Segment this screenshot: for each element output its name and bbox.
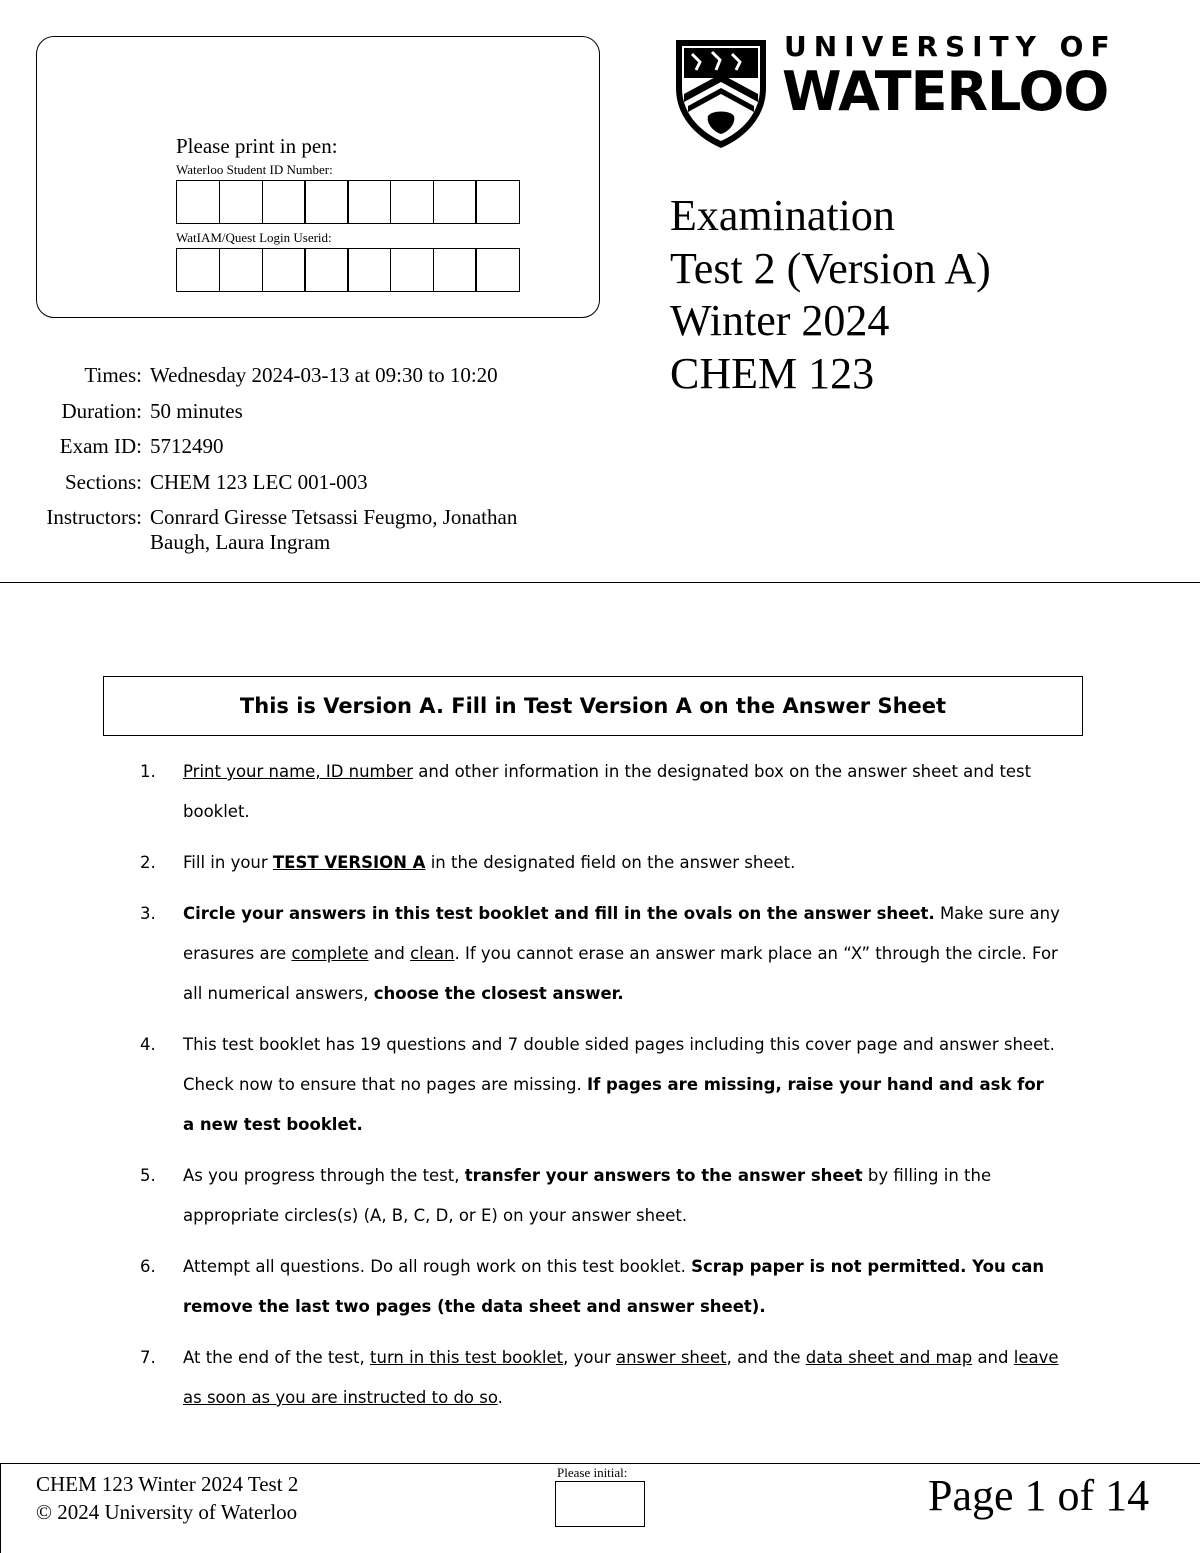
- info-value: CHEM 123 LEC 001-003: [150, 469, 368, 494]
- instruction-text: complete: [291, 944, 369, 963]
- instruction-text: Make sure any erasures are: [183, 904, 1060, 963]
- footer-copyright: © 2024 University of Waterloo: [36, 1500, 298, 1524]
- instruction-text: .: [497, 1388, 503, 1407]
- print-in-pen-label: Please print in pen:: [176, 134, 338, 158]
- initial-field[interactable]: [555, 1481, 645, 1527]
- instruction-number: 5.: [140, 1166, 156, 1185]
- instruction-text: This test booklet has 19 questions and 7 double sided pages including this cover page and answer sheet. Check now to ensure that no pages are missing.: [183, 1035, 1055, 1094]
- footer-course-info: [36, 1470, 298, 1526]
- instruction-item: [140, 1247, 1060, 1327]
- instruction-number: 7.: [140, 1348, 156, 1367]
- exam-title: [670, 190, 991, 400]
- userid-char-box[interactable]: [475, 248, 519, 292]
- info-row-exam-id: [0, 429, 570, 465]
- instruction-text: Print your name, ID number: [183, 762, 414, 781]
- exam-title-line: CHEM 123: [670, 348, 875, 398]
- info-row-duration: [0, 394, 570, 430]
- student-id-digit-box[interactable]: [347, 180, 391, 224]
- instruction-text: . If you cannot erase an answer mark place an “X” through the circle. For all numerical answers,: [183, 944, 1058, 1003]
- instruction-text: , your: [563, 1348, 616, 1367]
- info-key: Times:: [84, 363, 142, 387]
- instruction-text: As you progress through the test,: [183, 1166, 465, 1185]
- logo-waterloo: WATERLOO: [782, 60, 1109, 123]
- student-id-digit-box[interactable]: [219, 180, 263, 224]
- info-key: Exam ID:: [59, 434, 142, 458]
- student-id-field[interactable]: [176, 180, 518, 224]
- student-id-digit-box[interactable]: [475, 180, 519, 224]
- info-key: Instructors:: [46, 505, 142, 529]
- userid-char-box[interactable]: [390, 248, 434, 292]
- instruction-text: transfer your answers to the answer sheet: [464, 1166, 863, 1185]
- version-banner: This is Version A. Fill in Test Version A on the Answer Sheet: [103, 676, 1083, 736]
- info-value: Conrard Giresse Tetsassi Feugmo, Jonathan Baugh, Laura Ingram: [150, 505, 518, 554]
- instruction-text: clean: [410, 944, 455, 963]
- userid-char-box[interactable]: [347, 248, 391, 292]
- instruction-text: leave as soon as you are instructed to do so: [183, 1348, 1059, 1407]
- student-id-digit-box[interactable]: [262, 180, 306, 224]
- info-value: 50 minutes: [150, 398, 243, 423]
- instruction-number: 3.: [140, 904, 156, 923]
- page-number: Page 1 of 14: [928, 1471, 1150, 1520]
- student-id-digit-box[interactable]: [433, 180, 477, 224]
- instruction-number: 6.: [140, 1257, 156, 1276]
- instruction-text: Attempt all questions. Do all rough work on this test booklet.: [183, 1257, 692, 1276]
- userid-char-box[interactable]: [433, 248, 477, 292]
- instruction-text: answer sheet: [615, 1348, 727, 1367]
- exam-title-line: Winter 2024: [670, 296, 890, 345]
- instruction-text: choose the closest answer.: [373, 984, 624, 1003]
- info-row-instructors: [0, 500, 570, 555]
- instruction-text: At the end of the test,: [183, 1348, 371, 1367]
- instruction-text: and: [368, 944, 411, 963]
- instruction-text: , and the: [726, 1348, 806, 1367]
- initial-label: Please initial:: [557, 1465, 628, 1480]
- student-id-digit-box[interactable]: [176, 180, 220, 224]
- logo-university-of: UNIVERSITY OF: [784, 30, 1117, 63]
- university-shield-icon: [672, 36, 770, 150]
- exam-title-line: Examination: [670, 191, 895, 240]
- info-key: Duration:: [61, 398, 142, 423]
- instruction-text: Scrap paper is not permitted. You can remove the last two pages (the data sheet and answer sheet).: [183, 1257, 1045, 1316]
- userid-label: WatIAM/Quest Login Userid:: [176, 230, 332, 245]
- instruction-number: 4.: [140, 1035, 156, 1054]
- instruction-text: If pages are missing, raise your hand and ask for a new test booklet.: [183, 1075, 1044, 1134]
- footer-course-line: CHEM 123 Winter 2024 Test 2: [36, 1472, 299, 1496]
- instruction-text: data sheet and map: [805, 1348, 973, 1367]
- info-row-times: [0, 358, 570, 394]
- instruction-text: and other information in the designated box on the answer sheet and test booklet.: [183, 762, 1032, 821]
- userid-char-box[interactable]: [262, 248, 306, 292]
- instruction-item: [140, 1338, 1060, 1418]
- instructions-list: [140, 752, 1060, 1429]
- info-key: Sections:: [65, 469, 142, 494]
- student-id-digit-box[interactable]: [304, 180, 348, 224]
- student-id-label: Waterloo Student ID Number:: [176, 162, 333, 177]
- instruction-text: turn in this test booklet: [370, 1348, 564, 1367]
- exam-title-line: Test 2 (Version A): [670, 243, 991, 293]
- info-row-sections: [0, 465, 570, 501]
- instruction-text: Fill in your: [183, 853, 273, 872]
- instruction-item: [140, 1156, 1060, 1236]
- userid-char-box[interactable]: [176, 248, 220, 292]
- instruction-item: [140, 752, 1060, 832]
- instruction-text: by filling in the appropriate circles(s) (A, B, C, D, or E) on your answer sheet.: [183, 1166, 992, 1225]
- instruction-number: 1.: [140, 762, 156, 781]
- instruction-item: [140, 843, 1060, 883]
- userid-char-box[interactable]: [219, 248, 263, 292]
- header-divider: [0, 582, 1200, 583]
- userid-field[interactable]: [176, 248, 518, 292]
- info-value: Wednesday 2024-03-13 at 09:30 to 10:20: [150, 363, 498, 387]
- instruction-text: in the designated field on the answer sheet.: [425, 853, 796, 872]
- info-value: 5712490: [150, 434, 224, 458]
- instruction-text: and: [972, 1348, 1014, 1367]
- instruction-number: 2.: [140, 853, 156, 872]
- instruction-text: Circle your answers in this test booklet and fill in the ovals on the answer sheet.: [183, 904, 935, 923]
- instruction-item: [140, 1025, 1060, 1145]
- student-id-digit-box[interactable]: [390, 180, 434, 224]
- userid-char-box[interactable]: [304, 248, 348, 292]
- instruction-item: [140, 894, 1060, 1014]
- instruction-text: TEST VERSION A: [272, 853, 426, 872]
- exam-info: [0, 358, 570, 555]
